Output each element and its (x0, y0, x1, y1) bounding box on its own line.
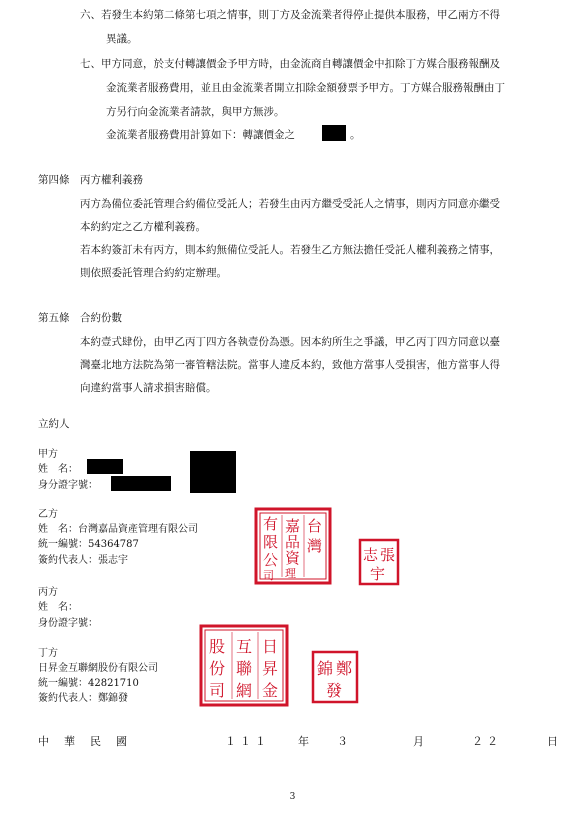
party-b-name: 姓 名：台灣嘉品資產管理有限公司 (38, 524, 198, 535)
svg-text:張: 張 (380, 546, 396, 564)
svg-text:嘉: 嘉 (285, 517, 301, 535)
party-d-label: 丁方 (38, 648, 58, 659)
clause-7-line-1: 七、甲方同意，於支付轉讓價金予甲方時，由金流商自轉讓價金中扣除丁方媒合服務報酬及 (80, 58, 500, 70)
svg-text:台: 台 (307, 517, 323, 535)
article-4-p1-line-2: 本約約定之乙方權利義務。 (80, 221, 206, 233)
article-4-p1-line-1: 丙方為備位委託管理合約備位受託人；若發生由丙方繼受受託人之情事，則丙方同意亦繼受 (80, 198, 500, 210)
svg-text:昇: 昇 (262, 659, 279, 678)
svg-text:有: 有 (263, 515, 279, 533)
company-seal-party-d (199, 624, 289, 707)
svg-text:聯: 聯 (236, 659, 253, 678)
svg-text:司: 司 (263, 569, 274, 582)
svg-text:金: 金 (262, 681, 279, 700)
party-a-name-redaction (87, 459, 123, 474)
svg-text:志: 志 (363, 546, 379, 564)
svg-text:公: 公 (263, 551, 279, 569)
svg-text:資: 資 (285, 549, 301, 567)
svg-text:發: 發 (326, 681, 343, 700)
personal-seal-party-b (358, 538, 400, 586)
article-5-p1-line-2: 灣臺北地方法院為第一審管轄法院。當事人違反本約，致他方當事人受損害，他方當事人得 (80, 359, 500, 371)
svg-text:理: 理 (285, 567, 296, 580)
page-number: 3 (289, 792, 296, 802)
date-char-1: 中 (38, 735, 49, 748)
svg-text:司: 司 (209, 681, 226, 700)
date-char-4: 國 (116, 735, 127, 748)
party-c-label: 丙方 (38, 587, 58, 598)
party-d-tax-id: 統一編號：42821710 (38, 678, 139, 689)
date-year: １１１ (225, 735, 270, 748)
svg-text:日: 日 (262, 637, 279, 656)
party-b-representative: 簽約代表人：張志宇 (38, 555, 128, 566)
clause-7-line-2: 金流業者服務費用，並且由金流業者開立扣除金額發票予甲方。丁方媒合服務報酬由丁 (106, 82, 505, 94)
svg-text:品: 品 (285, 533, 301, 551)
party-a-id-redaction (111, 476, 171, 491)
article-5-heading: 第五條 合約份數 (38, 312, 122, 324)
date-day: ２２ (472, 735, 502, 748)
signatories-title: 立約人 (38, 418, 70, 430)
svg-text:互: 互 (236, 637, 253, 656)
personal-seal-party-d (311, 650, 359, 704)
date-char-3: 民 (90, 735, 101, 748)
party-c-name-label: 姓 名： (38, 602, 78, 613)
svg-text:網: 網 (236, 681, 253, 700)
clause-7-line-4: 金流業者服務費用計算如下：轉讓價金之 (106, 129, 295, 141)
svg-text:錦: 錦 (317, 659, 334, 678)
clause-6-line-2: 異議。 (106, 33, 138, 45)
svg-text:股: 股 (209, 637, 226, 656)
date-year-unit: 年 (298, 735, 309, 748)
party-c-id-label: 身份證字號： (38, 618, 98, 629)
date-month: ３ (337, 735, 348, 748)
article-4-p2-line-2: 則依照委託管理合約約定辦理。 (80, 267, 227, 279)
date-char-2: 華 (64, 735, 75, 748)
svg-text:限: 限 (263, 533, 279, 551)
party-a-seal-redaction (190, 451, 236, 493)
date-day-unit: 日 (547, 735, 558, 748)
article-5-p1-line-3: 向違約當事人請求損害賠償。 (80, 382, 217, 394)
svg-text:灣: 灣 (307, 537, 323, 555)
svg-text:鄭: 鄭 (336, 659, 353, 678)
company-seal-party-b (254, 507, 332, 585)
clause-7-line-3: 方另行向金流業者請款，與甲方無涉。 (106, 106, 285, 118)
article-4-heading: 第四條 丙方權利義務 (38, 174, 143, 186)
party-a-label: 甲方 (38, 449, 58, 460)
article-4-p2-line-1: 若本約簽訂未有丙方，則本約無備位受託人。若發生乙方無法擔任受託人權利義務之情事， (80, 244, 500, 256)
party-d-representative: 簽約代表人：鄭錦發 (38, 693, 128, 704)
svg-text:份: 份 (209, 659, 226, 678)
party-b-tax-id: 統一編號：54364787 (38, 539, 139, 550)
clause-7-line-4-end: 。 (350, 129, 361, 141)
party-a-name-label: 姓 名： (38, 464, 78, 475)
party-b-label: 乙方 (38, 509, 58, 520)
redaction-box (322, 125, 346, 141)
party-a-id-label: 身分證字號： (38, 480, 98, 491)
article-5-p1-line-1: 本約壹式肆份，由甲乙丙丁四方各執壹份為憑。因本約所生之爭議，甲乙丙丁四方同意以臺 (80, 336, 500, 348)
party-d-company: 日昇金互聯網股份有限公司 (38, 663, 158, 674)
date-month-unit: 月 (413, 735, 424, 748)
clause-6-line-1: 六、若發生本約第二條第七項之情事，則丁方及金流業者得停止提供本服務，甲乙兩方不得 (80, 9, 500, 21)
svg-text:宇: 宇 (370, 565, 386, 583)
